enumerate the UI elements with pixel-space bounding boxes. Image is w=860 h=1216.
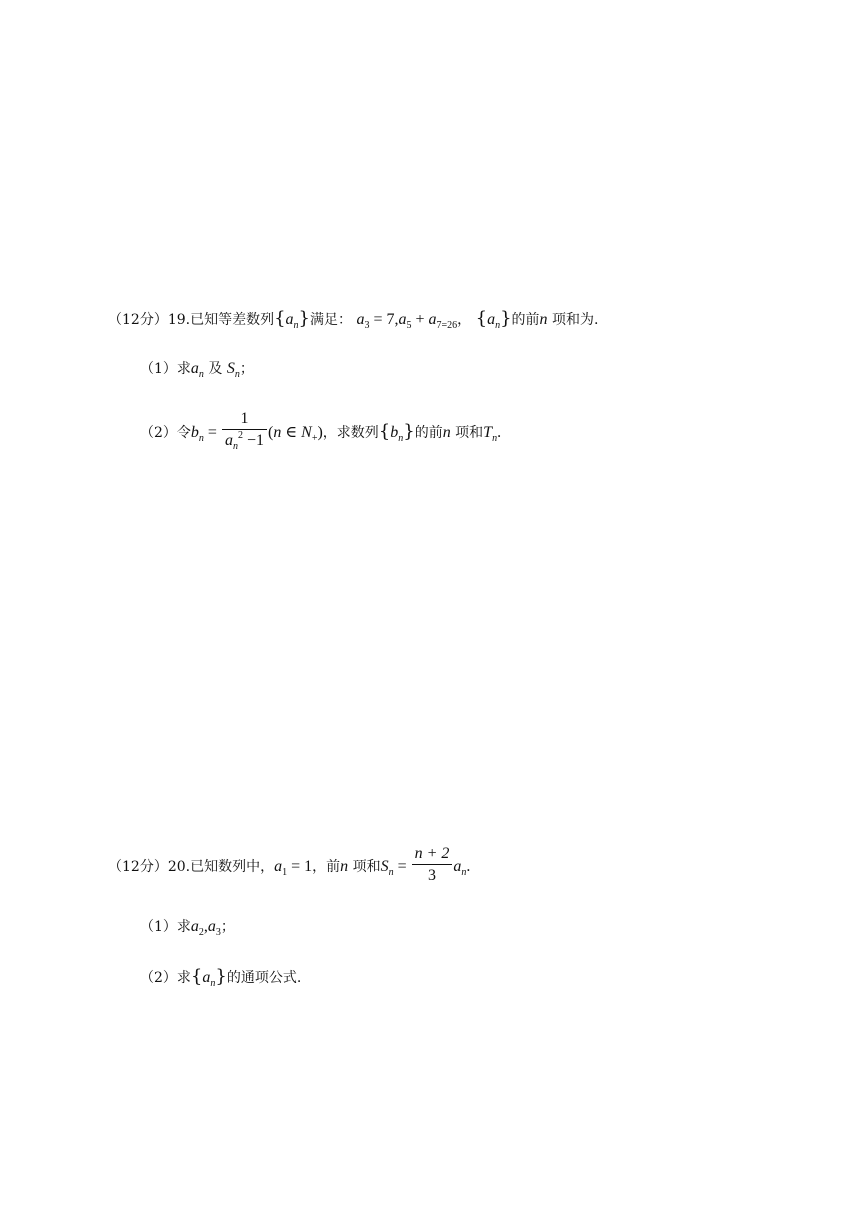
q19-prefix: （12分）19.已知等差数列 xyxy=(108,312,275,328)
brace-open: { xyxy=(378,421,391,442)
sub-n: n xyxy=(210,978,216,989)
var-b: b xyxy=(190,424,199,441)
equals: = xyxy=(203,424,221,441)
var-n: n xyxy=(340,858,349,875)
sub-3: 3 xyxy=(215,927,221,938)
q20-text1: ，前 xyxy=(312,859,341,875)
question-19-part-2 xyxy=(140,410,501,457)
part-label: （1）求 xyxy=(140,361,191,377)
part-label: （2）求 xyxy=(140,970,191,986)
plus-sign: + xyxy=(411,311,429,328)
var-T: T xyxy=(483,424,493,441)
var-a: a xyxy=(190,918,199,935)
sub-n: n xyxy=(495,320,501,331)
semicolon: ； xyxy=(220,919,235,935)
brace-open: { xyxy=(190,966,203,987)
sub-3: 3 xyxy=(364,320,370,331)
and-text: 及 xyxy=(203,361,227,377)
brace-close: } xyxy=(298,308,310,329)
fraction-sn xyxy=(412,845,453,885)
var-n: n xyxy=(539,311,548,328)
brace-open: { xyxy=(475,308,488,329)
q19-tail: 项和为. xyxy=(547,312,599,328)
brace-open: { xyxy=(274,308,286,329)
comma-sep: , xyxy=(203,918,208,935)
var-a: a xyxy=(285,311,294,328)
brace-close: } xyxy=(500,308,512,329)
element-of: ∈ xyxy=(281,424,302,441)
var-a3: a xyxy=(356,311,365,328)
var-b: b xyxy=(390,424,399,441)
part-label: （1）求 xyxy=(140,919,191,935)
sub-plus: + xyxy=(311,433,318,444)
var-a5: a xyxy=(398,311,407,328)
question-19-part-1 xyxy=(140,359,254,381)
eq-7: = 7, xyxy=(369,311,399,328)
q20-text2: 项和 xyxy=(348,859,381,875)
paren-close: ) xyxy=(317,424,323,441)
sub-n: n xyxy=(398,433,404,444)
sub-2: 2 xyxy=(198,927,204,938)
q19-2-text2: 的前 xyxy=(414,425,443,441)
fraction-denominator: 3 xyxy=(412,864,453,885)
period: . xyxy=(497,424,502,441)
fraction-denominator xyxy=(222,429,267,452)
paren-open: ( xyxy=(267,424,274,441)
var-S: S xyxy=(226,360,235,377)
equals: = xyxy=(393,858,411,875)
eq-1: = 1 xyxy=(287,858,313,875)
question-19-stem xyxy=(108,309,598,332)
sub-n: n xyxy=(198,433,204,444)
q20-2-tail: 的通项公式. xyxy=(226,970,302,986)
sub-7eq26: 7=26 xyxy=(436,320,458,331)
part-label: （2）令 xyxy=(140,425,191,441)
sup-2: 2 xyxy=(237,430,243,441)
brace-close: } xyxy=(215,966,227,987)
fraction-bn xyxy=(222,410,267,452)
fraction-numerator: n + 2 xyxy=(414,845,450,862)
var-a: a xyxy=(274,858,283,875)
brace-close: } xyxy=(403,421,415,442)
var-a: a xyxy=(487,311,496,328)
q19-satisfy: 满足： xyxy=(310,312,352,328)
sub-n: n xyxy=(198,369,204,380)
question-20-part-1 xyxy=(140,917,235,939)
minus-one: −1 xyxy=(242,432,264,449)
var-a7: a xyxy=(428,311,437,328)
var-a: a xyxy=(224,432,233,449)
sub-n: n xyxy=(461,867,467,878)
question-20-part-2 xyxy=(140,967,301,990)
semicolon: ； xyxy=(239,361,254,377)
sub-n: n xyxy=(293,320,299,331)
var-a: a xyxy=(190,360,199,377)
period: . xyxy=(466,858,471,875)
sub-1: 1 xyxy=(282,867,288,878)
var-N: N xyxy=(301,424,312,441)
var-a: a xyxy=(202,969,211,986)
comma: ， xyxy=(457,312,472,328)
var-a: a xyxy=(207,918,216,935)
q19-2-text1: ，求数列 xyxy=(322,425,379,441)
q20-prefix: （12分）20.已知数列中， xyxy=(108,859,275,875)
sub-n: n xyxy=(234,369,240,380)
sub-n: n xyxy=(388,867,394,878)
var-n: n xyxy=(442,424,451,441)
question-20-stem xyxy=(108,845,470,891)
sub-n: n xyxy=(492,433,498,444)
q19-2-text3: 项和 xyxy=(450,425,484,441)
var-S: S xyxy=(380,858,389,875)
sub-5: 5 xyxy=(406,320,412,331)
fraction-numerator: 1 xyxy=(240,410,249,427)
q19-mid: 的前 xyxy=(511,312,540,328)
var-a: a xyxy=(453,858,462,875)
var-n: n xyxy=(273,424,282,441)
sub-n: n xyxy=(232,441,238,452)
